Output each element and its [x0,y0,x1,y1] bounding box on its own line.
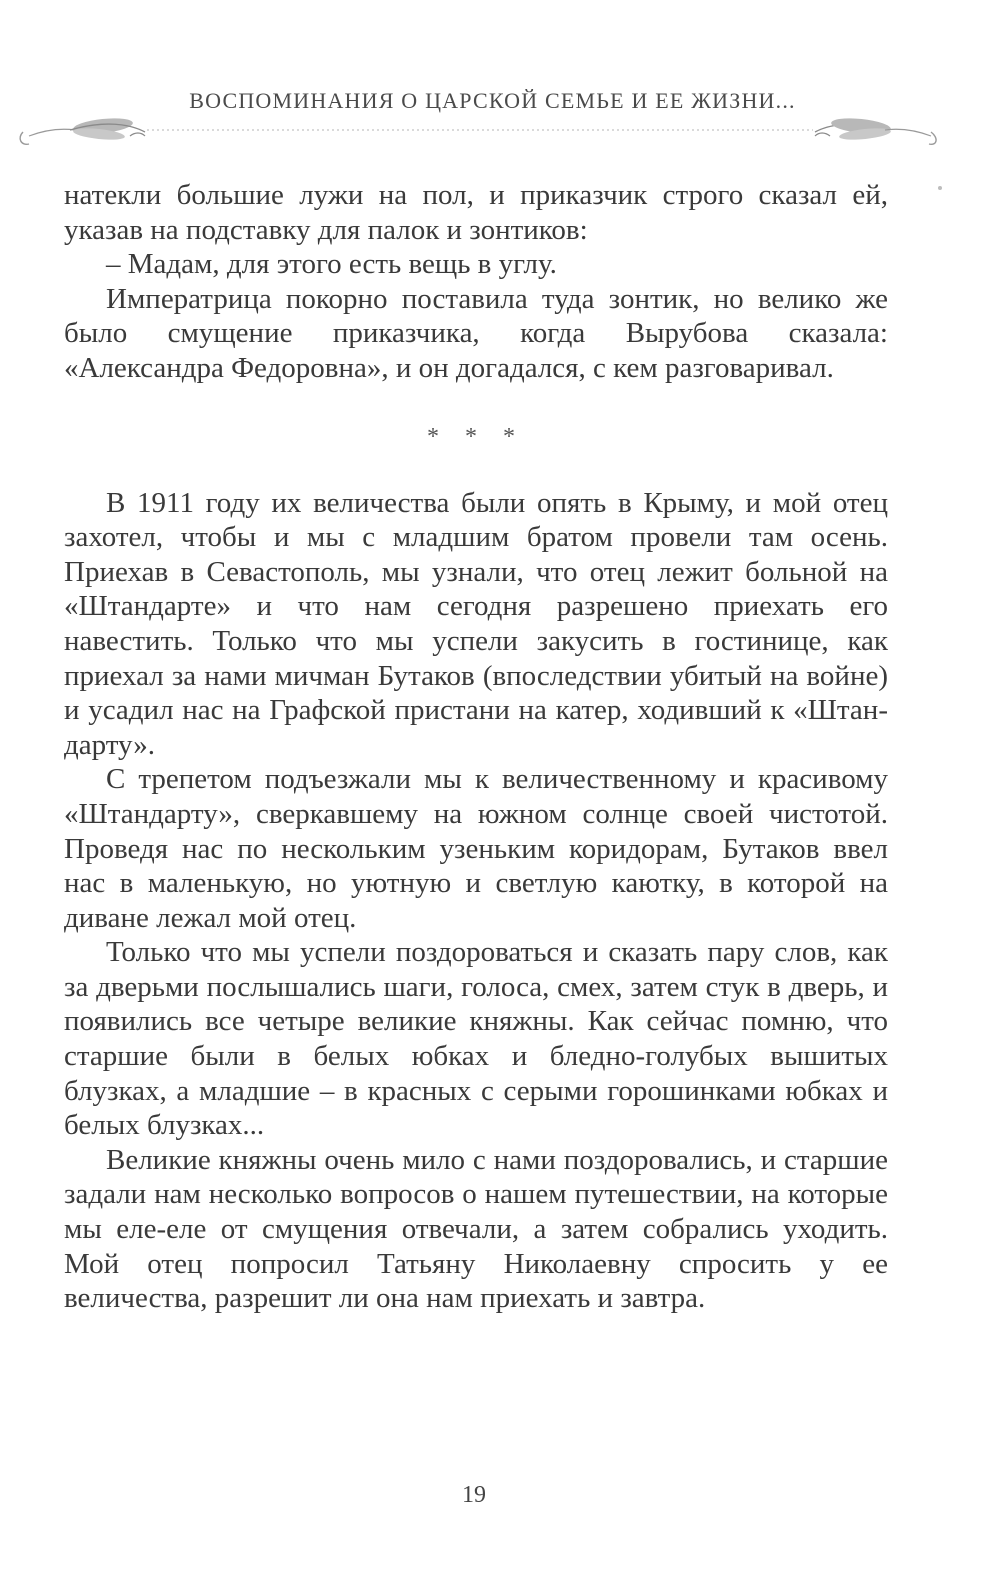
paragraph: Великие княжны очень мило с нами поздоровались, и старшие задали нам несколько вопросов о нашем путешествии, на которые мы еле-еле от смущения отвечали, а затем собрались уходить. Мой отец попросил Татьяну Николаевну спросить у ее величества, разрешит ли она нам приехать и завтра. [64,1143,888,1315]
running-header-title: ВОСПОМИНАНИЯ О ЦАРСКОЙ СЕМЬЕ И ЕЕ ЖИЗНИ... [189,88,796,113]
paragraph: Императрица покорно поставила туда зонтик, но велико же было смущение приказчика, когда Вырубова сказала: «Александра Федоровна», и он догадался, с кем разговаривал. [64,282,888,384]
section-separator: * * * [427,423,525,450]
page-number: 19 [462,1482,486,1508]
main-text [64,178,888,1316]
paragraph: Только что мы успели поздороваться и сказать пару слов, как за дверьми послышались шаги, голоса, смех, затем стук в дверь, и появились все четыре великие княжны. Как сейчас помню, что старшие были в белых юбках и бледно-голубых вышитых блузках, а младшие – в красных с серыми горошинками юбках и белых блузках... [64,936,888,1142]
paper-speck [938,186,942,190]
paragraph-dialogue: – Мадам, для этого есть вещь в углу. [106,248,557,281]
paragraph: С трепетом подъезжали мы к величественному и красивому «Штандарту», сверкавшему на южном солнце своей чистотой. Проведя нас по нескольким узеньким коридорам, Бутаков ввел нас в маленькую, но уютную и светлую каютку, в которой на диване лежал мой отец. [64,763,888,934]
paragraph: В 1911 году их величества были опять в Крыму, и мой отец захотел, чтобы и мы с младшим братом провели там осень. Приехав в Севастополь, мы узнали, что отец лежит больной на «Штандарте» и что нам сегодня разрешено приехать его навестить. Только что мы успели закусить в гостинице, как приехал за нами мичман Бутаков (впоследствии убитый на войне) и усадил нас на Графской пристани на катер, ходивший к «Штандарту». [64,486,888,761]
leaf-scroll-divider-icon [15,110,945,160]
paragraph-continued: натекли большие лужи на пол, и приказчик строго сказал ей, указав на подставку для палок и зонтиков: [64,179,888,246]
